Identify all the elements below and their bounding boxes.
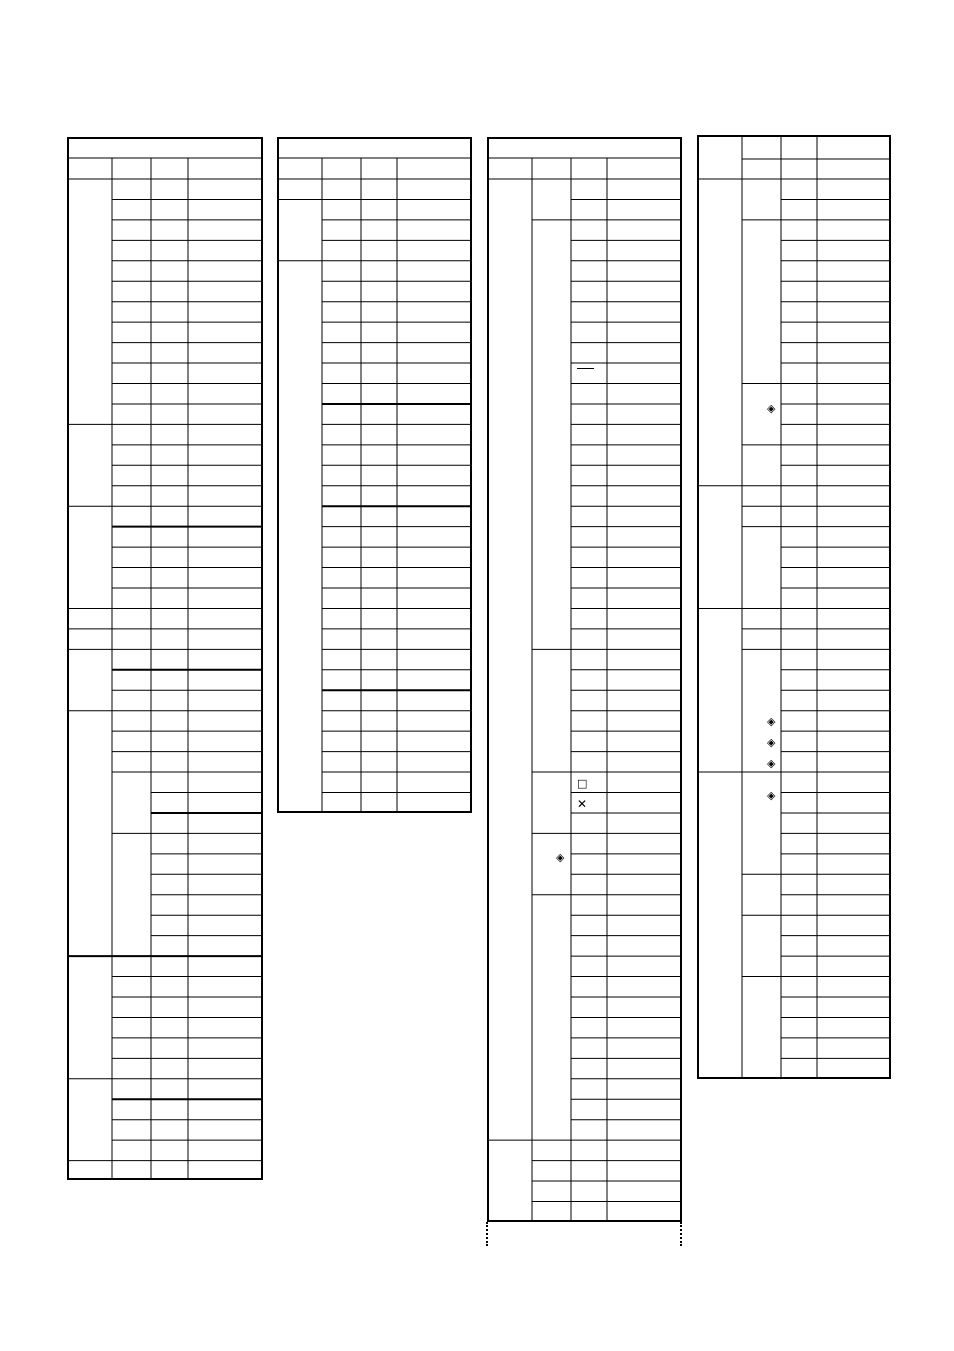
diamond-arrow-icon: ◈ (767, 789, 776, 802)
diamond-arrow-icon: ◈ (767, 736, 776, 749)
cross-icon: ✕ (577, 797, 588, 811)
diamond-arrow-icon: ◈ (767, 715, 776, 728)
table-border (698, 136, 890, 1078)
square-icon: □ (577, 777, 588, 790)
diamond-arrow-icon: ◈ (767, 402, 776, 415)
diamond-arrow-icon: ◈ (556, 851, 565, 864)
diamond-arrow-icon: ◈ (767, 757, 776, 770)
dash-icon (577, 368, 594, 369)
